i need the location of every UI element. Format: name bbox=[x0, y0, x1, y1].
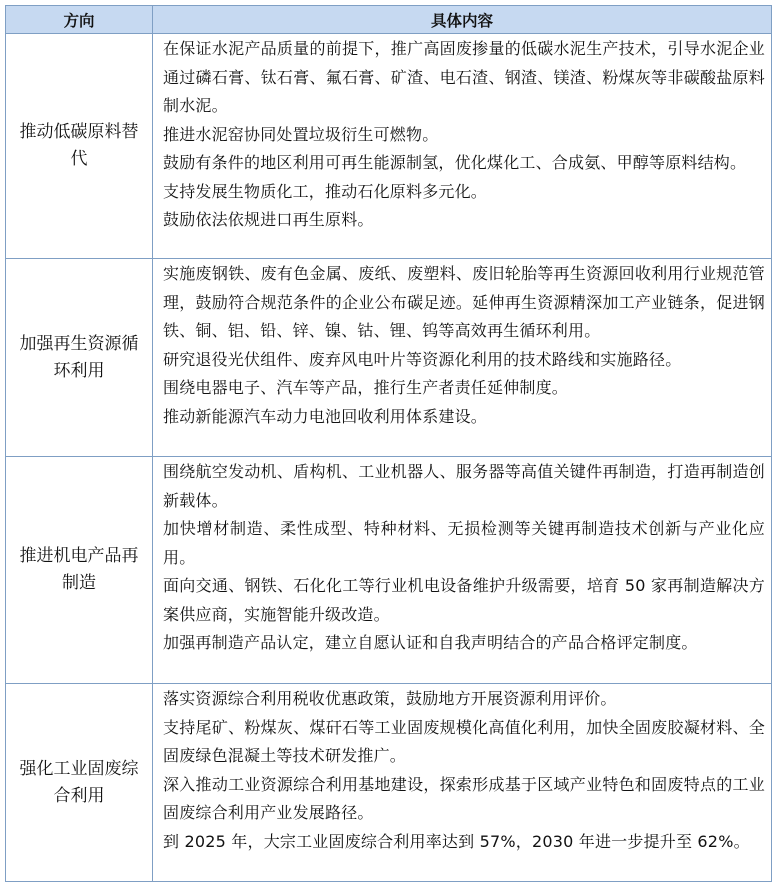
table-header bbox=[6, 6, 772, 34]
table-row bbox=[6, 684, 772, 882]
content-cell bbox=[153, 259, 772, 457]
header-direction: 方向 bbox=[6, 6, 153, 34]
table-body bbox=[6, 34, 772, 882]
content-item: 加快增材制造、柔性成型、特种材料、无损检测等关键再制造技术创新与产业化应用。 bbox=[163, 519, 765, 567]
content-item: 落实资源综合利用税收优惠政策，鼓励地方开展资源利用评价。 bbox=[163, 689, 617, 708]
direction-cell bbox=[6, 684, 153, 882]
direction-label: 加强再生资源循环利用 bbox=[19, 333, 139, 381]
direction-cell bbox=[6, 259, 153, 457]
content-item: 围绕航空发动机、盾构机、工业机器人、服务器等高值关键件再制造，打造再制造创新载体。 bbox=[163, 462, 765, 510]
content-item: 研究退役光伏组件、废弃风电叶片等资源化利用的技术路线和实施路径。 bbox=[163, 349, 682, 369]
table-row bbox=[6, 259, 772, 457]
content-item: 推进水泥窑协同处置垃圾衍生可燃物。 bbox=[163, 124, 439, 144]
direction-cell bbox=[6, 34, 153, 259]
content-item: 推动新能源汽车动力电池回收利用体系建设。 bbox=[163, 406, 488, 426]
content-cell bbox=[153, 34, 772, 259]
content-item: 鼓励有条件的地区利用可再生能源制氢，优化煤化工、合成氨、甲醇等原料结构。 bbox=[163, 153, 747, 172]
direction-label: 推动低碳原料替代 bbox=[19, 122, 139, 169]
direction-label: 强化工业固废综合利用 bbox=[19, 758, 139, 806]
header-row bbox=[6, 6, 772, 34]
content-cell bbox=[153, 457, 772, 684]
table-row bbox=[6, 34, 772, 259]
content-item: 鼓励依法依规进口再生原料。 bbox=[163, 210, 374, 229]
content-item: 加强再制造产品认定，建立自愿认证和自我声明结合的产品合格评定制度。 bbox=[163, 633, 698, 652]
content-item: 到 2025 年，大宗工业固废综合利用率达到 57%，2030 年进一步提升至 62%。 bbox=[163, 831, 750, 851]
table-row bbox=[6, 457, 772, 684]
policy-table bbox=[5, 5, 772, 882]
direction-label: 推进机电产品再制造 bbox=[19, 546, 139, 593]
content-cell bbox=[153, 684, 772, 882]
content-item: 面向交通、钢铁、石化化工等行业机电设备维护升级需要，培育 50 家再制造解决方案供应商，实施智能升级改造。 bbox=[163, 576, 765, 624]
content-item: 支持尾矿、粉煤灰、煤矸石等工业固废规模化高值化利用，加快全固废胶凝材料、全固废绿色混凝土等技术研发推广。 bbox=[163, 717, 765, 765]
content-item: 围绕电器电子、汽车等产品，推行生产者责任延伸制度。 bbox=[163, 378, 569, 397]
content-item: 深入推动工业资源综合利用基地建设，探索形成基于区域产业特色和固废特点的工业固废综合利用产业发展路径。 bbox=[163, 774, 765, 822]
content-item: 在保证水泥产品质量的前提下，推广高固废掺量的低碳水泥生产技术，引导水泥企业通过磷石膏、钛石膏、氟石膏、矿渣、电石渣、钢渣、镁渣、粉煤灰等非碳酸盐原料制水泥。 bbox=[163, 39, 765, 115]
content-item: 实施废钢铁、废有色金属、废纸、废塑料、废旧轮胎等再生资源回收利用行业规范管理，鼓励符合规范条件的企业公布碳足迹。延伸再生资源精深加工产业链条，促进钢铁、铜、铝、铅、锌、镍、钴、锂、钨等高效再生循环利用。 bbox=[163, 264, 765, 340]
header-content: 具体内容 bbox=[153, 6, 772, 34]
direction-cell bbox=[6, 457, 153, 684]
content-item: 支持发展生物质化工，推动石化原料多元化。 bbox=[163, 181, 488, 201]
